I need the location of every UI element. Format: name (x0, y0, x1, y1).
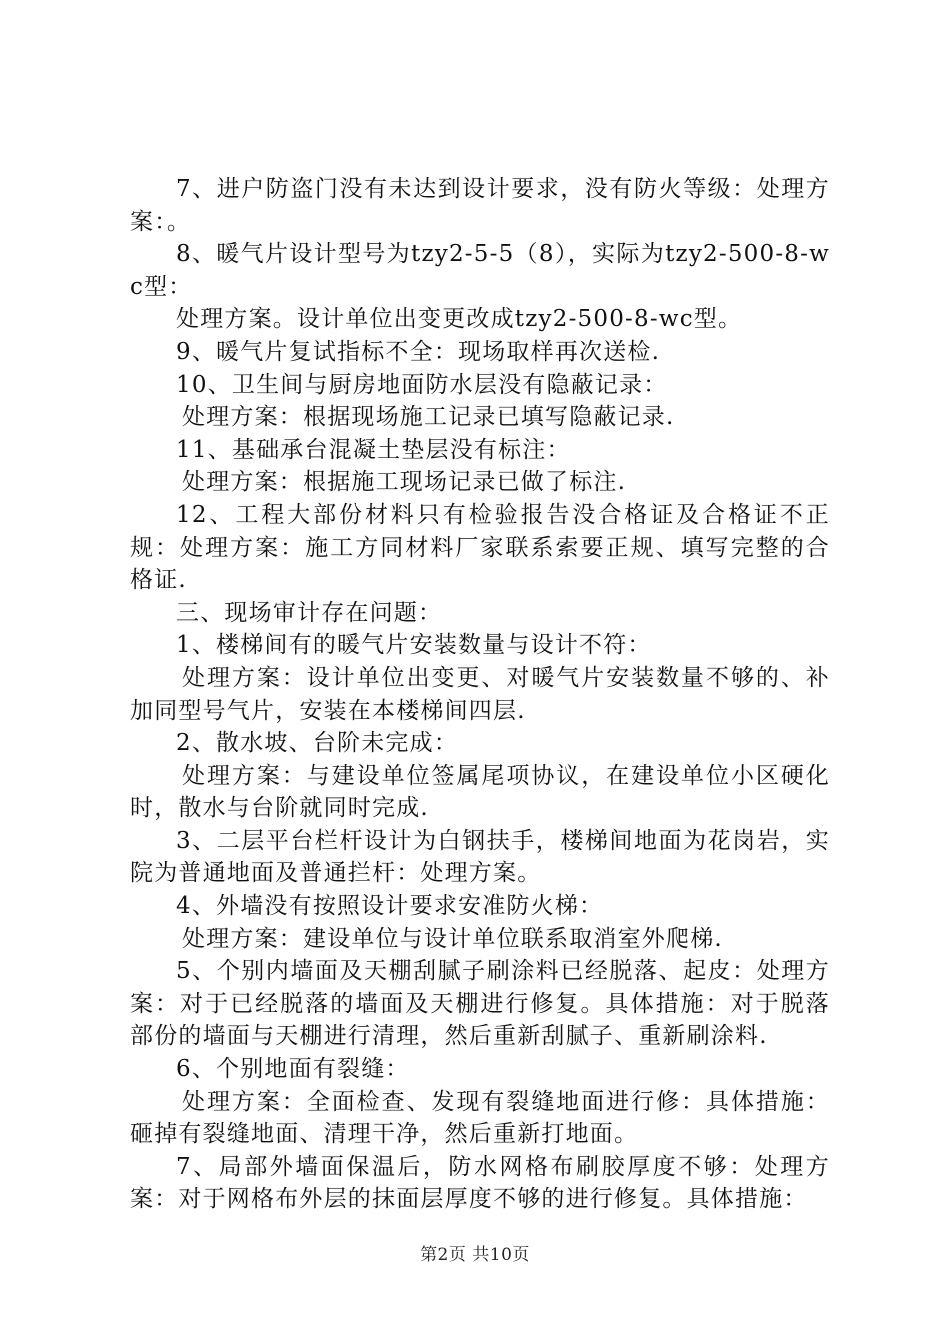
paragraph: 处理方案。设计单位出变更改成tzy2-500-8-wc型。 (176, 306, 743, 333)
document-body (130, 173, 830, 1216)
paragraph: 3、二层平台栏杆设计为白钢扶手，楼梯间地面为花岗岩，实院为普通地面及普通拦杆：处理方案。 (130, 827, 830, 887)
paragraph: 处理方案：与建设单位签属尾项协议，在建设单位小区硬化时，散水与台阶就同时完成. (130, 762, 830, 822)
paragraph: 12、工程大部份材料只有检验报告没合格证及合格证不正规：处理方案：施工方同材料厂家联系索要正规、填写完整的合格证. (130, 501, 830, 594)
paragraph: 10、卫生间与厨房地面防水层没有隐蔽记录： (176, 371, 668, 398)
paragraph: 5、个别内墙面及天棚刮腻子刷涂料已经脱落、起皮：处理方案：对于已经脱落的墙面及天棚进行修复。具体措施：对于脱落部份的墙面与天棚进行清理，然后重新刮腻子、重新刷涂料. (130, 958, 830, 1050)
paragraph: 处理方案：建设单位与设计单位联系取消室外爬梯. (182, 925, 723, 952)
paragraph: 处理方案：根据施工现场记录已做了标注. (182, 469, 627, 496)
paragraph: 处理方案：全面检查、发现有裂缝地面进行修：具体措施：砸掉有裂缝地面、清理干净，然后重新打地面。 (130, 1088, 830, 1148)
paragraph: 6、个别地面有裂缝： (176, 1056, 410, 1083)
paragraph: 1、楼梯间有的暖气片安装数量与设计不符： (176, 632, 652, 659)
paragraph: 三、现场审计存在问题： (176, 599, 443, 626)
paragraph: 8、暖气片设计型号为tzy2-5-5（8），实际为tzy2-500-8-wc型： (130, 241, 830, 300)
paragraph: 处理方案：根据现场施工记录已填写隐蔽记录. (182, 404, 675, 431)
page-footer: 第2页 共10页 (420, 1245, 530, 1265)
paragraph: 处理方案：设计单位出变更、对暖气片安装数量不够的、补加同型号气片，安装在本楼梯间四层. (130, 664, 830, 724)
paragraph: 9、暖气片复试指标不全：现场取样再次送检. (176, 338, 661, 365)
paragraph: 7、局部外墙面保温后，防水网格布刷胶厚度不够：处理方案：对于网格布外层的抹面层厚度不够的进行修复。具体措施： (130, 1153, 830, 1213)
paragraph: 2、散水坡、台阶未完成： (176, 730, 459, 757)
paragraph: 11、基础承台混凝土垫层没有标注： (176, 436, 571, 463)
paragraph: 4、外墙没有按照设计要求安准防火梯： (176, 893, 604, 920)
paragraph: 7、进户防盗门没有未达到设计要求，没有防火等级：处理方案：。 (130, 176, 830, 235)
